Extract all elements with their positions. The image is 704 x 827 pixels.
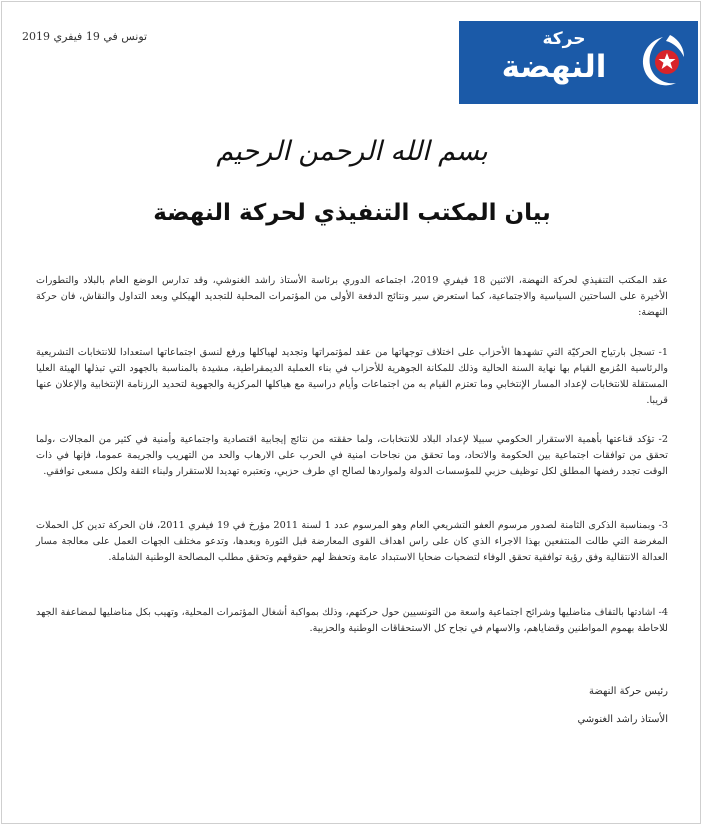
intro-paragraph: عقد المكتب التنفيذي لحركة النهضة، الاثنين 18 فيفري 2019، اجتماعه الدوري برئاسة الأستاذ راشد الغنوشي، وقد تدارس الوضع العام بالبلاد والتطورات الأخيرة على الساحتين السياسية والاجتماعية، كما استعرض سير ونتائج الدفعة الأولى من المؤتمرات المحلية للتجديد الهيكلي وبعد التداول والنقاش، فان حركة النهضة: xyxy=(36,275,668,318)
ennahdha-emblem-icon xyxy=(634,31,692,95)
logo-text-small: حركة xyxy=(542,29,586,49)
ennahdha-logo xyxy=(459,21,698,104)
signature-role: رئيس حركة النهضة xyxy=(588,686,668,697)
signature-block xyxy=(500,678,668,734)
logo-text-big: النهضة xyxy=(501,49,607,85)
signature-name: الأستاذ راشد الغنوشي xyxy=(577,714,668,725)
paragraph-3: 3- وبمناسبة الذكرى الثامنة لصدور مرسوم العفو التشريعي العام وهو المرسوم عدد 1 لسنة 2011 مؤرخ في 19 فيفري 2011، فان الحركة تدين كل الحملات المغرضة التي طالت المنتفعين بهذا الاجراء الذي كان على راس اهداف القوى المعارضة قبل الثورة وبعدها، وتدعو مختلف الجهات العمل على معالجة مسار العدالة الانتقالية وفق رؤية توافقية تحقق الوفاء لتضحيات ضحايا الاستبداد عامة وتحفظ لهم حقوقهم وتحقق مطلب المصالحة الوطنية الشاملة. xyxy=(36,520,668,563)
document-title: بيان المكتب التنفيذي لحركة النهضة xyxy=(153,200,551,226)
paragraph-1: 1- تسجل بارتياح الحركيّة التي تشهدها الأحزاب على اختلاف توجهاتها من عقد لمؤتمراتها وتجديد لهياكلها ورفع لنسق اجتماعاتها استعدادا للانتخابات التشريعية والرئاسية المُزمع القيام بها نهاية السنة الحالية وذلك للمكانة الجوهرية للأحزاب في بناء العملية الديمقراطية، مشيدة بالمناسبة بالجهود التي تبذلها الهيئة العليا المستقلة للانتخابات لإعداد المسار الإنتخابي وما تعتزم القيام به من اجتماعات وأيام دراسية مع هياكلها المركزية والجهوية لتحديد الرزنامة الإنتخابية والإعلان عنها قريبا. xyxy=(36,347,668,406)
paragraph-4: 4- اشادتها بالتفاف مناضليها وشرائح اجتماعية واسعة من التونسيين حول حركتهم، وذلك بمواكبة أشغال المؤتمرات المحلية، وتهيب بكل مناضليها لمضاعفة الجهد للاحاطة بهموم المواطنين وقضاياهم، والاسهام في نجاح كل الاستحقاقات الوطنية والحزبية. xyxy=(36,607,668,634)
basmala: بسم الله الرحمن الرحيم xyxy=(216,136,488,167)
paragraph-2: 2- تؤكد قناعتها بأهمية الاستقرار الحكومي سبيلا لإعداد البلاد للانتخابات، ولما حققته من نتائج إيجابية اقتصادية واجتماعية وأمنية في كثير من المجالات ،ولما تحقق من توافقات اجتماعية بين الحكومة والاتحاد، وما تحقق من نجاحات امنية في الحرب على الارهاب والحد من التهريب والجريمة عموما، فإنها في ذات الوقت تجدد رفضها المطلق لكل توظيف حزبي للمؤسسات الدولة ولمواردها لصالح اي طرف حزبي، وتعتبره تهديدا للاستقرار ولبناء الثقة ولكل مسعى توافقي. xyxy=(36,434,668,477)
date-line: تونس في 19 فيفري 2019 xyxy=(22,30,148,43)
